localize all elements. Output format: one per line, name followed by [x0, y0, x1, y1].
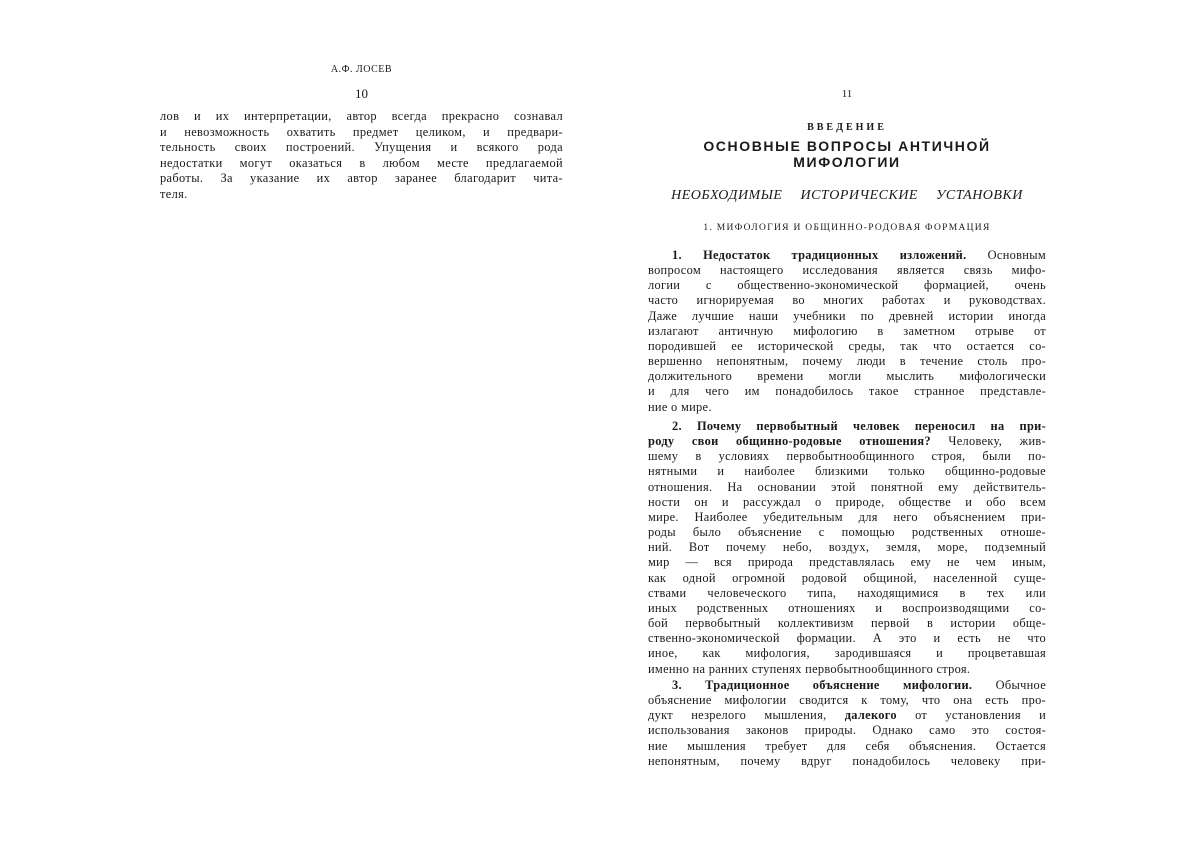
text-line: часто игнорируемая во многих работах и руководствах.	[648, 293, 1046, 308]
text-line: мир — вся природа представлялась ему не чем иным,	[648, 555, 1046, 570]
text-line: должительного времени могли мыслить мифологически	[648, 369, 1046, 384]
text-line	[648, 419, 1046, 434]
text-line: и невозможность охватить предмет целиком, и предвари-	[160, 124, 563, 139]
text-line: теля.	[160, 186, 188, 201]
text-line: Даже лучшие наши учебники по древней истории иногда	[648, 308, 1046, 323]
paragraph-heading: 2. Почему первобытный человек переносил на при-	[672, 419, 1046, 433]
text-line: излагают античную мифологию в заметном отрыве от	[648, 323, 1046, 338]
text-line: иных родственных отношениях и воспроизводящими со-	[648, 600, 1046, 615]
paragraph-heading: 3. Традиционное объяснение мифологии.	[672, 678, 973, 692]
text-line: недостатки могут оказаться в любом месте предлагаемой	[160, 155, 563, 170]
text-line: непонятным, почему вдруг понадобилось человеку при-	[648, 753, 1046, 768]
right-page	[600, 0, 1200, 848]
paragraph-heading: 1. Недостаток традиционных изложений.	[672, 248, 967, 262]
page-number-left: 10	[355, 86, 368, 101]
text-line: иное, как мифология, зародившаяся и процветавшая	[648, 646, 1046, 661]
text-line: работы. За указание их автор заранее благодарит чита-	[160, 171, 563, 186]
paragraph-3	[648, 678, 1046, 769]
text-line: шему в условиях первобытнообщинного строя, были по-	[648, 449, 1046, 464]
paragraph-heading: роду свои общинно-родовые отношения?	[648, 434, 931, 449]
text-line: 3. Традиционное объяснение мифологии. Обычное	[672, 678, 1046, 692]
text-line: ний. Вот почему небо, воздух, земля, море, подземный	[648, 540, 1046, 555]
section-title: НЕОБХОДИМЫЕ ИСТОРИЧЕСКИЕ УСТАНОВКИ	[671, 188, 1023, 203]
text-line: нятными и наиболее близкими только общинно-родовые	[648, 464, 1046, 479]
text-line: 1. Недостаток традиционных изложений. Основным	[672, 248, 1046, 262]
left-page-text	[160, 109, 563, 203]
text-line: роду свои общинно-родовые отношения? Человеку, жив-	[648, 434, 1046, 449]
subsection-title: 1. МИФОЛОГИЯ И ОБЩИННО-РОДОВАЯ ФОРМАЦИЯ	[703, 223, 991, 233]
text-line: ние мышления требует для себя объяснения. Остается	[648, 738, 1046, 753]
text-line: ствами человеческого типа, находящимися в тех или	[648, 585, 1046, 600]
text-line: бой первобытный коллективизм первой в истории обще-	[648, 616, 1046, 631]
text-line: роды было объяснение с помощью родственных отноше-	[648, 525, 1046, 540]
bold-word: далекого	[844, 708, 897, 723]
text-line: вопросом настоящего исследования является связь мифо-	[648, 263, 1046, 278]
text-line: тельность своих построений. Упущения и всякого рода	[160, 140, 563, 155]
chapter-title: ОСНОВНЫЕ ВОПРОСЫ АНТИЧНОЙ МИФОЛОГИИ	[703, 138, 991, 170]
text-line: лов и их интерпретации, автор всегда прекрасно сознавал	[160, 109, 563, 123]
intro-label: ВВЕДЕНИЕ	[807, 122, 887, 133]
page-number-right: 11	[841, 88, 853, 100]
text-line: ности он и рассуждал о природе, обществе и обо всем	[648, 494, 1046, 509]
text-line: объяснение мифологии сводится к тому, что она есть про-	[648, 693, 1046, 708]
text-line: ственно-экономической формации. А это и есть не что	[648, 631, 1046, 646]
text-line: отношения. На основании этой понятной ему действитель-	[648, 479, 1046, 494]
text-line: логии с общественно-экономической формацией, очень	[648, 278, 1046, 293]
text-line: мире. Наиболее убедительным для него объяснением при-	[648, 509, 1046, 524]
text-line: как одной огромной родовой общиной, населенной суще-	[648, 570, 1046, 585]
text-line: дукт незрелого мышления, далекого от установления и	[648, 708, 1046, 723]
running-head: А.Ф. ЛОСЕВ	[330, 64, 393, 75]
text-line: вершенно непонятным, почему люди в течение столь про-	[648, 354, 1046, 369]
paragraph-1	[648, 248, 1046, 415]
text-line: породившей ее исторической среды, так что остается со-	[648, 338, 1046, 353]
paragraph-2	[648, 419, 1046, 677]
text-line: использования законов природы. Однако само это состоя-	[648, 723, 1046, 738]
text-line: ние о мире.	[648, 399, 712, 414]
text-line: и для чего им понадобилось такое странное представле-	[648, 384, 1046, 399]
text-line: именно на ранних ступенях первобытнообщинного строя.	[648, 661, 971, 676]
